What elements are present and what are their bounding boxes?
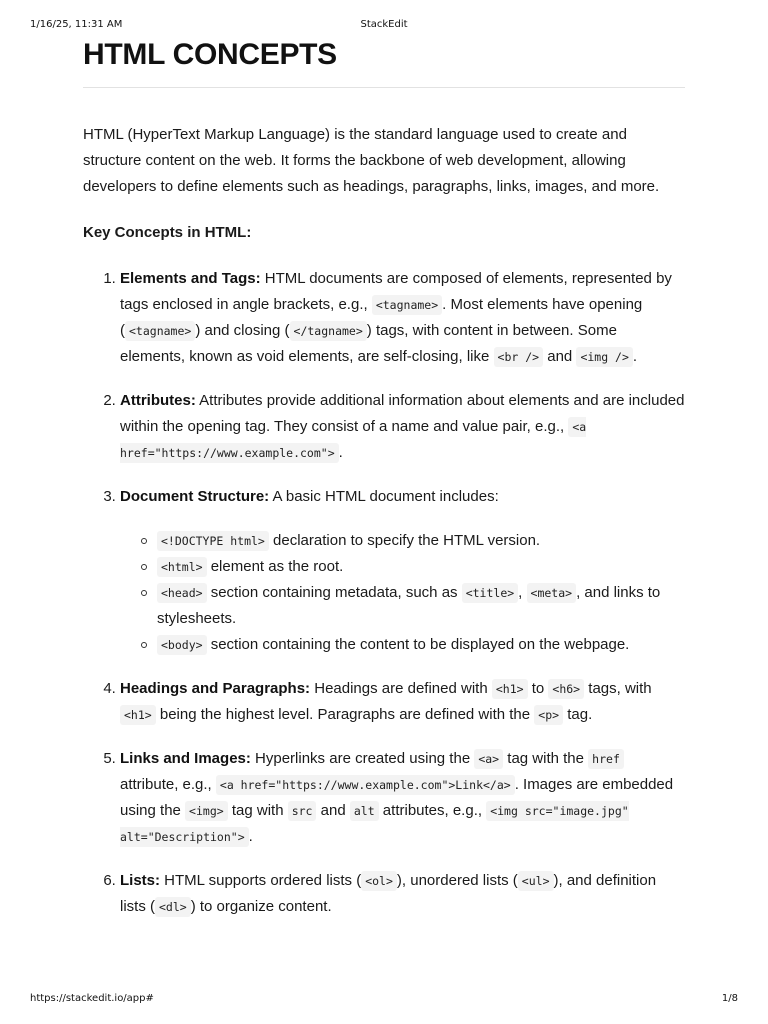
text-run: section containing metadata, such as xyxy=(206,584,462,601)
circle-bullet-icon xyxy=(141,590,147,596)
text-run: , xyxy=(518,584,527,601)
text-run: ) tags, with content in between. Some elements, known as void elements, are self-closing, like xyxy=(120,322,617,365)
sub-list-item xyxy=(157,580,685,632)
concept-title: Elements and Tags: xyxy=(120,270,261,287)
print-app-name: StackEdit xyxy=(360,19,408,30)
document-page xyxy=(83,35,685,920)
inline-code: <tagname> xyxy=(125,321,195,341)
inline-code: <a href="https://www.example.com">Link</a> xyxy=(216,775,515,795)
text-run: section containing the content to be displayed on the webpage. xyxy=(206,636,630,653)
text-run: Headings are defined with xyxy=(310,680,492,697)
text-run: HTML supports ordered lists ( xyxy=(160,872,362,889)
concept-title: Attributes: xyxy=(120,392,196,409)
sub-list xyxy=(120,528,685,658)
sub-list-item xyxy=(157,632,685,658)
inline-code: <head> xyxy=(157,583,207,603)
text-run: tags, with xyxy=(584,680,652,697)
inline-code: <p> xyxy=(534,705,563,725)
inline-code: alt xyxy=(350,801,379,821)
concept-title: Links and Images: xyxy=(120,750,251,767)
text-run: ) and closing ( xyxy=(195,322,290,339)
print-header xyxy=(30,19,738,33)
inline-code: <meta> xyxy=(527,583,577,603)
inline-code: <a> xyxy=(474,749,503,769)
text-run: ) to organize content. xyxy=(190,898,332,915)
inline-code: <tagname> xyxy=(372,295,442,315)
text-run: . xyxy=(632,348,638,365)
concept-title: Headings and Paragraphs: xyxy=(120,680,311,697)
text-run: . xyxy=(338,444,343,461)
text-run: and xyxy=(316,802,350,819)
concept-title: Lists: xyxy=(120,872,161,889)
concept-item xyxy=(120,868,685,920)
page-title: HTML CONCEPTS xyxy=(83,35,685,88)
text-run: and xyxy=(543,348,577,365)
text-run: , and links to stylesheets. xyxy=(157,584,661,627)
text-run: tag with xyxy=(227,802,288,819)
intro-paragraph: HTML (HyperText Markup Language) is the standard language used to create and structure content on the web. It forms the backbone of web development, allowing developers to define elements such as headings, paragraphs, links, images, and more. xyxy=(83,126,660,195)
print-datetime: 1/16/25, 11:31 AM xyxy=(30,19,123,30)
inline-code: <ul> xyxy=(518,871,554,891)
inline-code: <!DOCTYPE html> xyxy=(157,531,269,551)
inline-code: <img> xyxy=(185,801,228,821)
concept-item xyxy=(120,388,685,466)
circle-bullet-icon xyxy=(141,642,147,648)
text-run: element as the root. xyxy=(206,558,344,575)
circle-bullet-icon xyxy=(141,538,147,544)
concept-item xyxy=(120,484,685,658)
inline-code: <br /> xyxy=(494,347,544,367)
inline-code: <ol> xyxy=(361,871,397,891)
print-url: https://stackedit.io/app# xyxy=(30,993,154,1004)
text-run: Hyperlinks are created using the xyxy=(250,750,475,767)
concept-item xyxy=(120,266,685,370)
inline-code: <img /> xyxy=(576,347,632,367)
print-page-number: 1/8 xyxy=(721,993,738,1004)
inline-code: <dl> xyxy=(155,897,191,917)
inline-code: <h6> xyxy=(548,679,584,699)
text-run: to xyxy=(527,680,549,697)
key-concepts-heading: Key Concepts in HTML: xyxy=(83,224,252,241)
inline-code: <h1> xyxy=(120,705,156,725)
text-run: ), unordered lists ( xyxy=(396,872,518,889)
text-run: declaration to specify the HTML version. xyxy=(268,532,541,549)
sub-list-item xyxy=(157,554,685,580)
text-run: ), and definition lists ( xyxy=(120,872,657,915)
inline-code: <title> xyxy=(462,583,518,603)
inline-code: <body> xyxy=(157,635,207,655)
inline-code: <html> xyxy=(157,557,207,577)
inline-code: <img src="image.jpg" alt="Description"> xyxy=(120,801,629,847)
text-run: . Images are embedded using the xyxy=(120,776,674,819)
text-run: . Most elements have opening ( xyxy=(120,296,643,339)
concept-title: Document Structure: xyxy=(120,488,270,505)
concepts-list xyxy=(83,266,685,920)
concept-item xyxy=(120,746,685,850)
text-run: . xyxy=(248,828,253,845)
text-run: Attributes provide additional information about elements and are included within the opening tag. They consist of a name and value pair, e.g., xyxy=(120,392,685,435)
text-run: attribute, e.g., xyxy=(120,776,216,793)
concept-item xyxy=(120,676,685,728)
text-run: being the highest level. Paragraphs are defined with the xyxy=(155,706,535,723)
text-run: A basic HTML document includes: xyxy=(269,488,499,505)
inline-code: <a href="https://www.example.com"> xyxy=(120,417,586,463)
text-run: tag. xyxy=(563,706,593,723)
sub-list-item xyxy=(157,528,685,554)
text-run: HTML documents are composed of elements, represented by tags enclosed in angle brackets, e.g., xyxy=(120,270,672,313)
print-footer xyxy=(30,993,738,1007)
inline-code: </tagname> xyxy=(290,321,367,341)
text-run: tag with the xyxy=(503,750,589,767)
inline-code: href xyxy=(588,749,624,769)
circle-bullet-icon xyxy=(141,564,147,570)
inline-code: src xyxy=(288,801,317,821)
inline-code: <h1> xyxy=(492,679,528,699)
text-run: attributes, e.g., xyxy=(378,802,487,819)
